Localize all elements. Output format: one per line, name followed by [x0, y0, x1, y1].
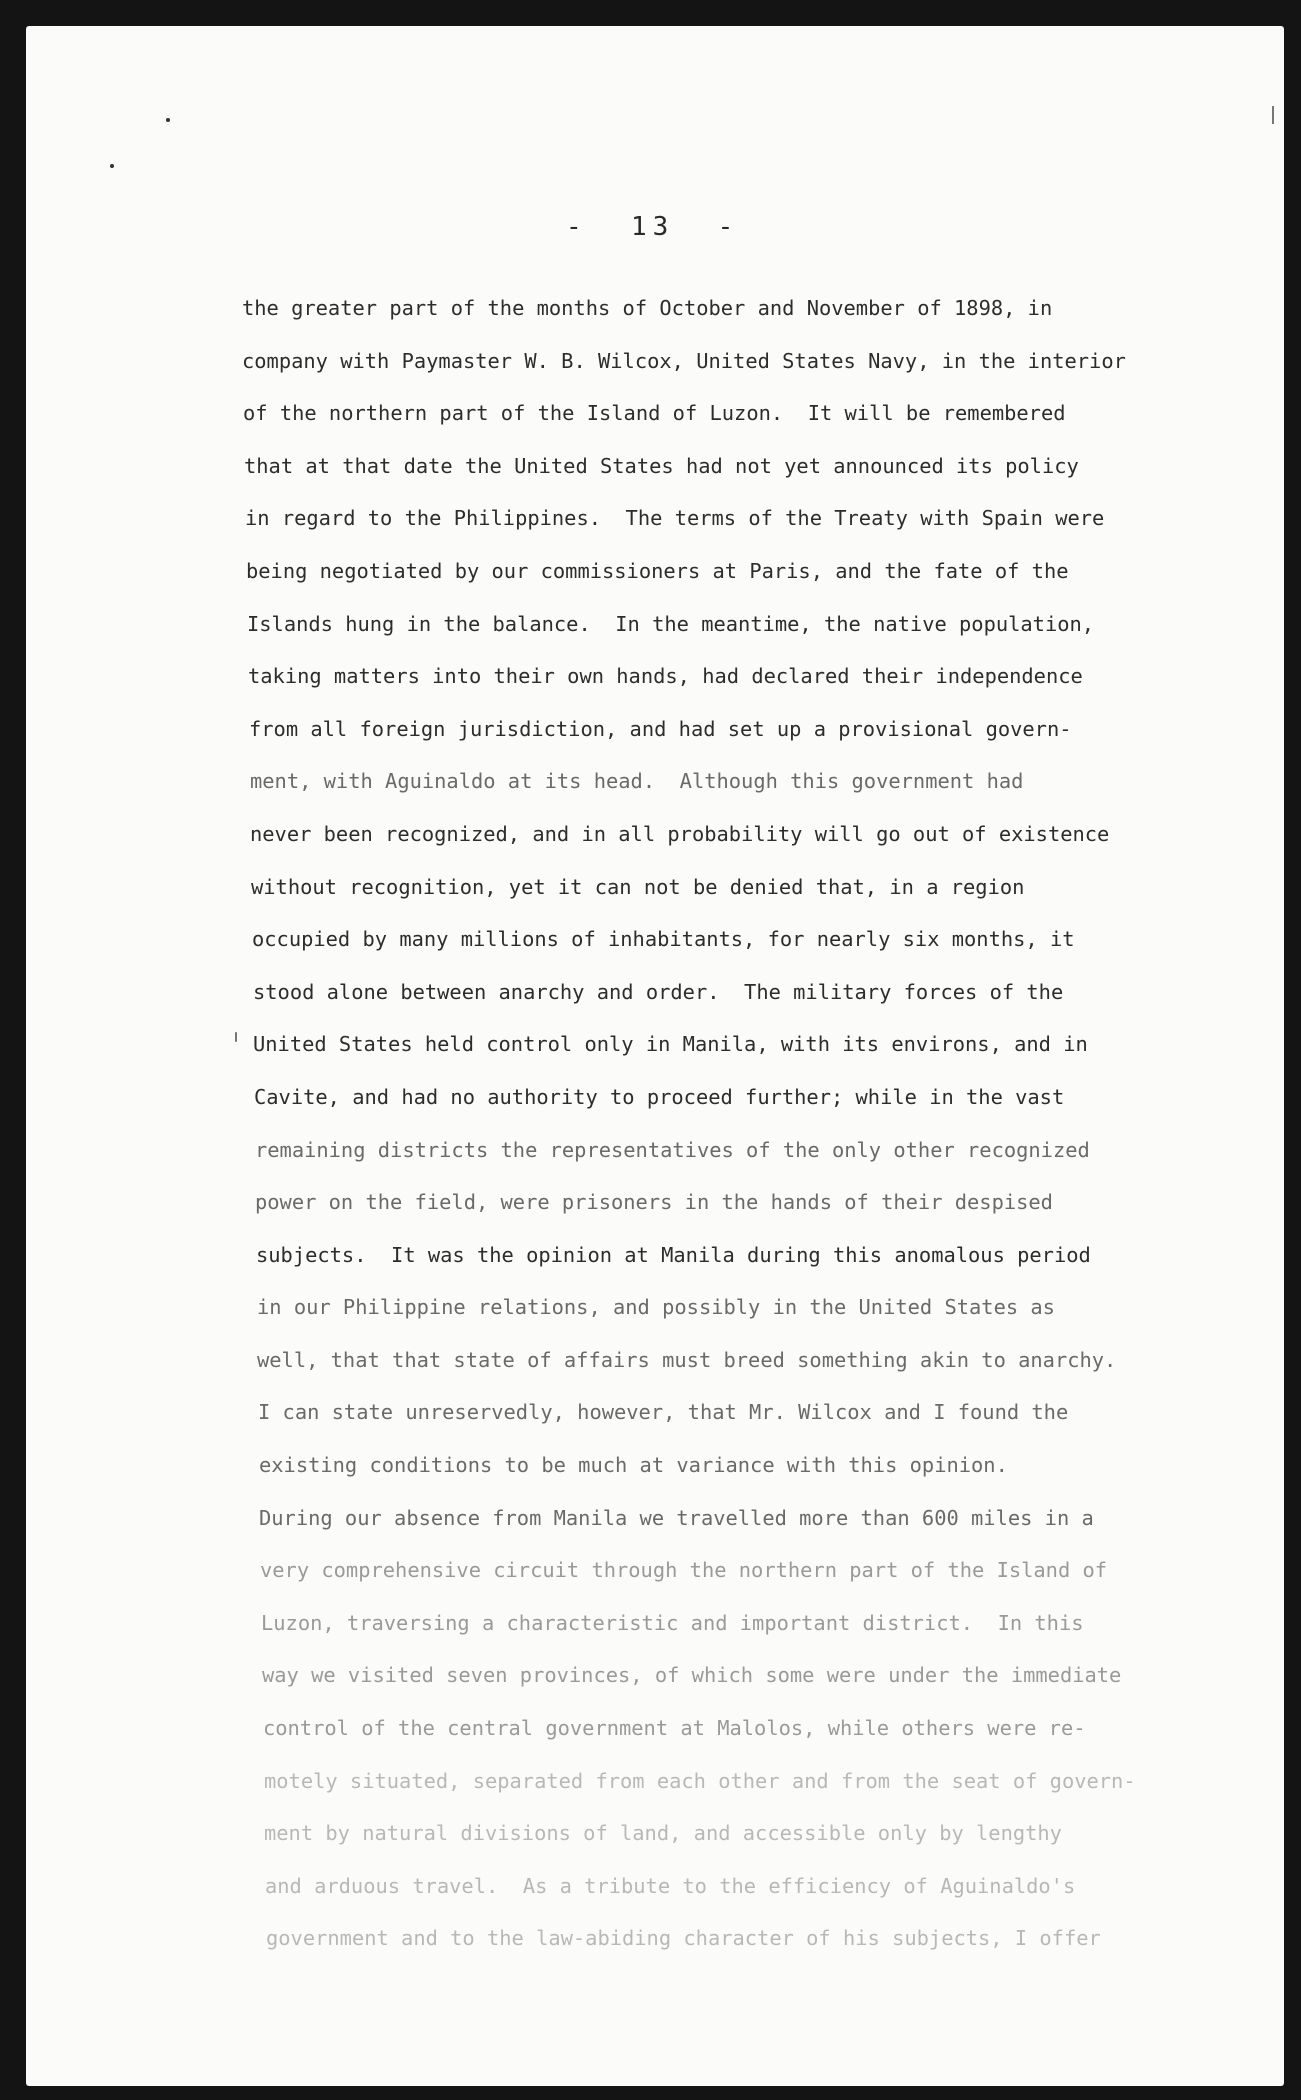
text-line: United States held control only in Manila, with its environs, and in: [253, 1032, 1088, 1057]
text-line: Islands hung in the balance. In the meantime, the native population,: [247, 611, 1095, 636]
text-line: without recognition, yet it can not be denied that, in a region: [251, 874, 1025, 899]
text-line: control of the central government at Malolos, while others were re-: [263, 1716, 1086, 1741]
text-line: that at that date the United States had not yet announced its policy: [244, 453, 1079, 478]
text-line: stood alone between anarchy and order. The military forces of the: [253, 979, 1064, 1004]
text-line: well, that that state of affairs must breed something akin to anarchy.: [257, 1347, 1117, 1372]
document-page: [26, 26, 1284, 2086]
text-line: way we visited seven provinces, of which some were under the immediate: [262, 1663, 1122, 1688]
text-line: the greater part of the months of October and November of 1898, in: [242, 296, 1053, 320]
ink-speck: [166, 118, 170, 122]
text-line: During our absence from Manila we travelled more than 600 miles in a: [259, 1505, 1094, 1530]
text-line: remaining districts the representatives of the only other recognized: [255, 1137, 1090, 1162]
text-line: company with Paymaster W. B. Wilcox, United States Navy, in the interior: [242, 348, 1126, 373]
body-text: [242, 288, 1172, 1971]
text-line: and arduous travel. As a tribute to the efficiency of Aguinaldo's: [265, 1873, 1076, 1898]
text-line: in regard to the Philippines. The terms of the Treaty with Spain were: [245, 506, 1105, 531]
ink-speck: [110, 164, 114, 168]
text-line: Luzon, traversing a characteristic and important district. In this: [261, 1610, 1084, 1635]
text-line: power on the field, were prisoners in the hands of their despised: [255, 1190, 1053, 1215]
edge-mark: [1272, 106, 1274, 124]
text-line: motely situated, separated from each other and from the seat of govern-: [264, 1768, 1136, 1793]
page-number: - 13 -: [566, 212, 740, 242]
text-line: ment by natural divisions of land, and accessible only by lengthy: [264, 1821, 1062, 1846]
text-line: from all foreign jurisdiction, and had set up a provisional govern-: [249, 716, 1072, 741]
text-line: never been recognized, and in all probability will go out of existence: [250, 821, 1110, 846]
text-line: taking matters into their own hands, had declared their independence: [248, 664, 1083, 689]
text-line: Cavite, and had no authority to proceed further; while in the vast: [254, 1084, 1065, 1109]
text-line: occupied by many millions of inhabitants, for nearly six months, it: [252, 927, 1075, 952]
margin-mark: [235, 1032, 237, 1042]
text-line: existing conditions to be much at variance with this opinion.: [259, 1453, 1008, 1478]
text-line: government and to the law-abiding character of his subjects, I offer: [266, 1926, 1101, 1951]
text-line: in our Philippine relations, and possibly in the United States as: [257, 1295, 1055, 1320]
text-line: I can state unreservedly, however, that Mr. Wilcox and I found the: [258, 1400, 1069, 1425]
text-line: being negotiated by our commissioners at Paris, and the fate of the: [246, 558, 1069, 583]
text-line: ment, with Aguinaldo at its head. Although this government had: [250, 769, 1024, 794]
text-line: subjects. It was the opinion at Manila during this anomalous period: [256, 1242, 1091, 1267]
text-line: of the northern part of the Island of Luzon. It will be remembered: [243, 401, 1066, 426]
text-line: very comprehensive circuit through the northern part of the Island of: [260, 1558, 1108, 1583]
